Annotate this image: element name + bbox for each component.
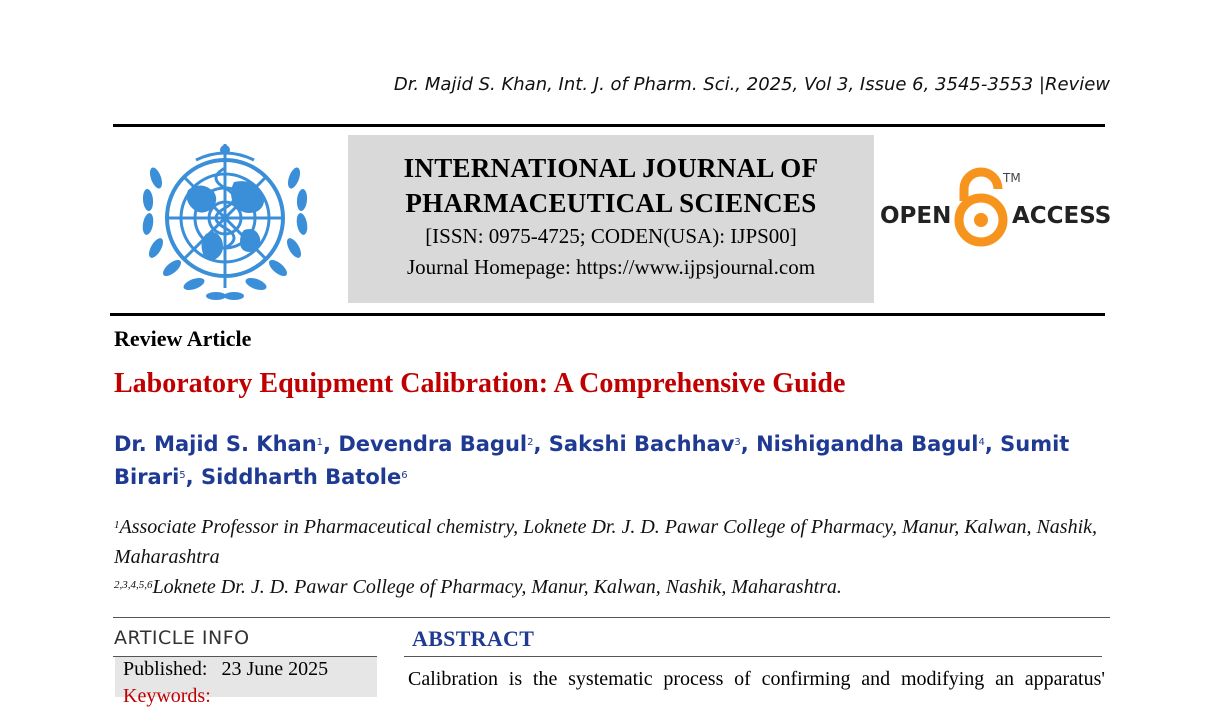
un-emblem-logo <box>126 138 324 306</box>
author-name[interactable]: Siddharth Batole <box>200 465 402 489</box>
affiliation-sup: 2,3,4,5,6 <box>114 579 153 591</box>
keywords-label: Keywords: <box>123 685 211 707</box>
affiliations <box>114 512 1104 602</box>
author-sup: 3 <box>734 437 741 448</box>
open-access-logo <box>880 165 1110 255</box>
journal-banner <box>348 135 874 303</box>
author-sup: 2 <box>527 437 534 448</box>
journal-issn: [ISSN: 0975-4725; CODEN(USA): IJPS00] <box>425 224 797 248</box>
oa-tm-text: TM <box>1003 171 1021 185</box>
author-sup: 1 <box>316 437 324 448</box>
affiliation-text: Loknete Dr. J. D. Pawar College of Pharmacy, Manur, Kalwan, Nashik, Maharashtra. <box>152 576 842 598</box>
published-row <box>123 658 369 681</box>
author-list: Dr. Majid S. Khan$^1$, Devendra Bagul$^2$, Sakshi Bachhav$^3$, Nishigandha Bagul$^4$, Sumit Birari$^5$, Siddharth Batole$^6$ <box>114 432 1070 489</box>
section-divider <box>113 617 1110 618</box>
author-name[interactable]: Devendra Bagul <box>338 432 528 456</box>
affiliation-1 <box>114 512 1104 572</box>
header-rule-bottom <box>110 313 1105 316</box>
affiliation-sup: 1 <box>114 519 120 531</box>
abstract-heading: ABSTRACT <box>412 626 535 651</box>
journal-homepage[interactable]: Journal Homepage: https://www.ijpsjournal.com <box>406 255 816 279</box>
article-title: Laboratory Equipment Calibration: A Comprehensive Guide <box>114 368 846 399</box>
author-name[interactable]: Nishigandha Bagul <box>756 432 979 456</box>
author-name[interactable]: Dr. Majid S. Khan <box>114 432 317 456</box>
oa-access-text: ACCESS <box>1012 203 1112 229</box>
published-label: Published: <box>123 658 208 680</box>
article-info-box <box>115 657 377 707</box>
affiliation-2 <box>114 572 1104 602</box>
abstract-rule <box>404 656 1102 657</box>
published-date: 23 June 2025 <box>221 658 329 680</box>
author-sup: 5 <box>179 470 186 481</box>
article-type: Review Article <box>114 326 252 351</box>
author-sup: 4 <box>978 437 985 448</box>
journal-title-line1: INTERNATIONAL JOURNAL OF <box>403 153 819 183</box>
abstract-text: Calibration is the systematic process of confirming and modifying an apparatus' <box>408 668 1105 690</box>
header-rule-top <box>113 124 1105 127</box>
author-name[interactable]: Sakshi Bachhav <box>548 432 735 456</box>
running-head: Dr. Majid S. Khan, Int. J. of Pharm. Sci., 2025, Vol 3, Issue 6, 3545-3553 |Review <box>393 74 1110 95</box>
article-info-heading: ARTICLE INFO <box>114 627 250 649</box>
author-name[interactable]: Sumit Birari <box>114 432 1070 489</box>
author-sup: 6 <box>401 470 408 481</box>
affiliation-text: Associate Professor in Pharmaceutical chemistry, Loknete Dr. J. D. Pawar College of Pharmacy, Manur, Kalwan, Nashik, Maharashtra <box>114 516 1097 568</box>
oa-open-text: OPEN <box>880 203 952 229</box>
journal-title-line2: PHARMACEUTICAL SCIENCES <box>405 188 817 218</box>
